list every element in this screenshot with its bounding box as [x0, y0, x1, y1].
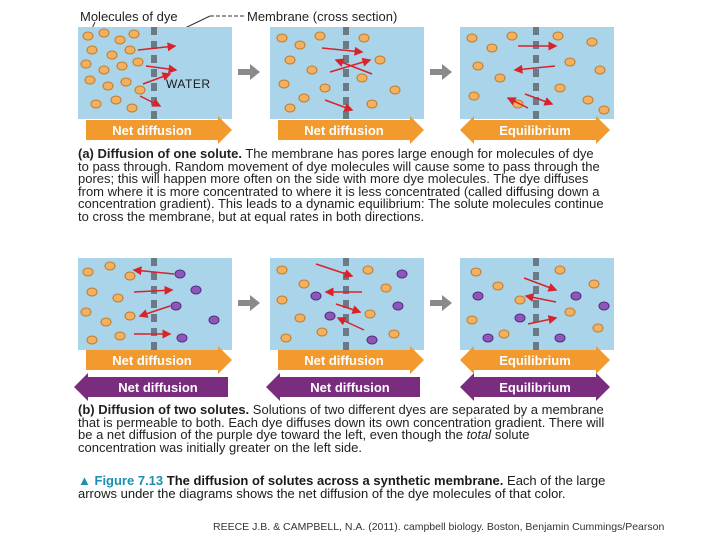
caption-a-tag: (a): [78, 146, 94, 161]
net-diffusion-orange-b2: Net diffusion: [304, 352, 384, 368]
figure-title: The diffusion of solutes across a synthetic membrane.: [166, 473, 504, 488]
row-b-panel2-molecules: [277, 264, 407, 344]
caption-b-bold: Diffusion of two solutes.: [98, 402, 250, 417]
row-a-panel2-molecules: [277, 32, 400, 112]
row-b-panel3-molecules: [467, 266, 609, 342]
row-b-panel1-molecules: [81, 262, 219, 344]
figure-caption: [78, 475, 608, 500]
membrane-label: Membrane (cross section): [247, 9, 398, 24]
equilibrium-purple-b3: Equilibrium: [499, 379, 571, 395]
equilibrium-arrow-a3: Equilibrium: [499, 122, 571, 138]
figure-marker: ▲: [78, 473, 91, 488]
figure-number: Figure 7.13: [94, 473, 164, 488]
net-diffusion-arrow-a1: Net diffusion: [112, 122, 192, 138]
caption-b-text: Solutions of two different dyes are separated by a membrane that is permeable to both. Each dye diffuses down its own concentration gradient. There will be a net diffusion of the purple dye toward the left, even though the: [78, 402, 605, 443]
caption-b: [78, 404, 608, 454]
molecules-of-dye-label: Molecules of dye: [80, 9, 178, 24]
caption-b-italic: total: [466, 427, 492, 443]
net-diffusion-arrow-a2: Net diffusion: [304, 122, 384, 138]
caption-a-bold: Diffusion of one solute.: [97, 146, 242, 161]
caption-b-tag: (b): [78, 402, 95, 417]
figure-text: Each of the large arrows under the diagrams shows the net diffusion of the dye molecules of that color.: [78, 473, 606, 501]
net-diffusion-purple-b1: Net diffusion: [118, 379, 198, 395]
caption-b-text2: solute concentration was initially greater on the left side.: [78, 427, 530, 455]
net-diffusion-purple-b2: Net diffusion: [310, 379, 390, 395]
water-label: WATER: [166, 77, 211, 91]
step-arrows-a: [238, 64, 452, 80]
step-arrows-b: [238, 295, 452, 311]
caption-a-text: The membrane has pores large enough for molecules of dye to pass through. Random movement of dye molecules will cause some to pass through the pores; this will happen more often on the side with more dye molecules. The dye diffuses from where it is more concentrated to where it is less concentrated (called diffusing down a concentration gradient). This leads to a dynamic equilibrium: The solute molecules continue to cross the membrane, but at equal rates in both directions.: [78, 146, 604, 224]
net-diffusion-orange-b1: Net diffusion: [112, 352, 192, 368]
equilibrium-orange-b3: Equilibrium: [499, 352, 571, 368]
row-a-panel3-molecules: [467, 32, 609, 114]
caption-a: [78, 148, 608, 224]
row-a-panel1-molecules: [81, 29, 176, 112]
credit-line: REECE J.B. & CAMPBELL, N.A. (2011). campbell biology. Boston, Benjamin Cummings/Pearson: [213, 521, 665, 533]
